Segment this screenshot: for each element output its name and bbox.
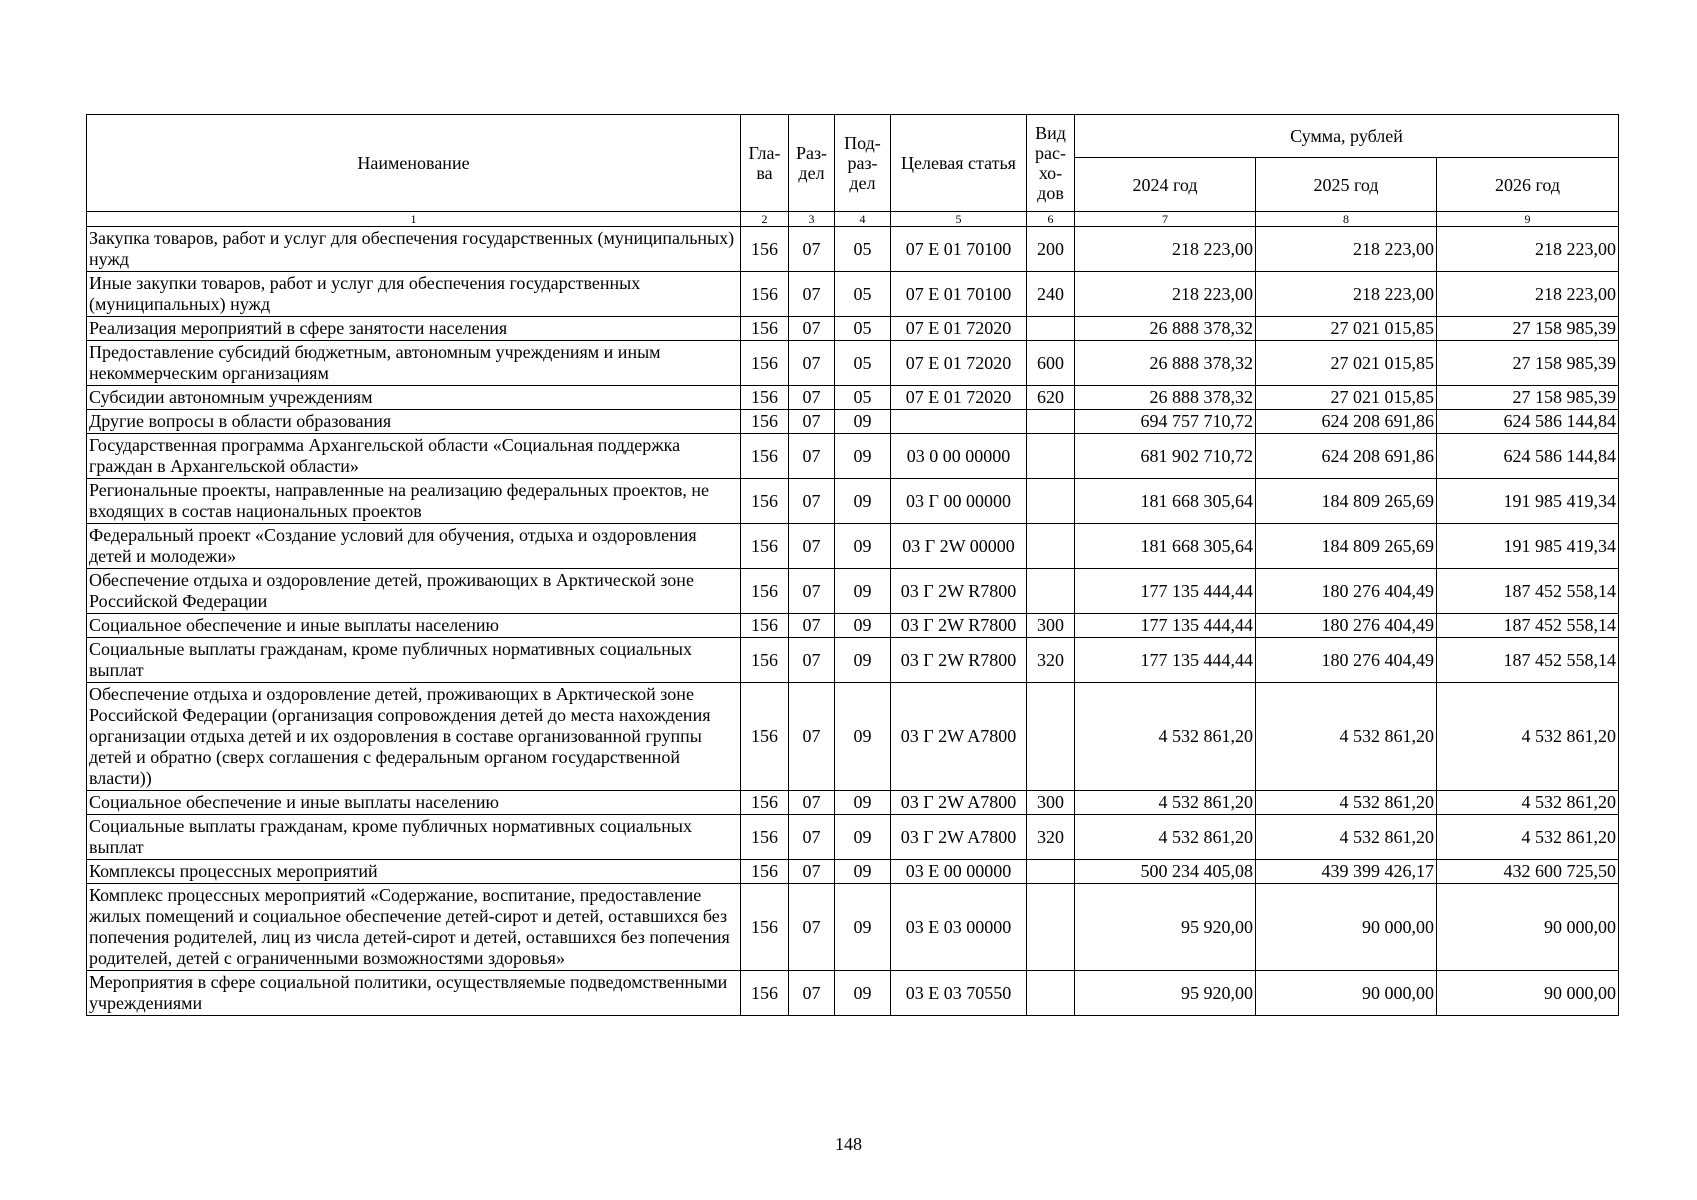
glava-cell: 156 <box>741 317 789 341</box>
sum-2025-cell: 184 809 265,69 <box>1256 479 1437 524</box>
column-number: 4 <box>835 212 891 227</box>
expense-type-cell <box>1027 410 1075 434</box>
column-number: 7 <box>1075 212 1256 227</box>
header-year-2025: 2025 год <box>1256 158 1437 212</box>
glava-cell: 156 <box>741 227 789 272</box>
glava-cell: 156 <box>741 971 789 1016</box>
expense-type-cell: 600 <box>1027 341 1075 386</box>
sum-2024-cell: 177 135 444,44 <box>1075 614 1256 638</box>
razdel-cell: 07 <box>789 434 835 479</box>
glava-cell: 156 <box>741 638 789 683</box>
glava-cell: 156 <box>741 410 789 434</box>
sum-2024-cell: 500 234 405,08 <box>1075 860 1256 884</box>
table-row <box>87 569 1619 614</box>
sum-2025-cell: 90 000,00 <box>1256 884 1437 971</box>
razdel-cell: 07 <box>789 272 835 317</box>
target-article-cell: 03 Г 2W 00000 <box>891 524 1027 569</box>
budget-table <box>86 114 1619 1016</box>
row-name-cell: Мероприятия в сфере социальной политики, осуществляемые подведомственными учреждениями <box>87 971 741 1016</box>
podrazdel-cell: 09 <box>835 815 891 860</box>
table-header-row <box>87 115 1619 158</box>
sum-2025-cell: 180 276 404,49 <box>1256 638 1437 683</box>
table-row <box>87 884 1619 971</box>
sum-2026-cell: 4 532 861,20 <box>1437 815 1619 860</box>
podrazdel-cell: 09 <box>835 860 891 884</box>
razdel-cell: 07 <box>789 386 835 410</box>
row-name-cell: Социальное обеспечение и иные выплаты населению <box>87 614 741 638</box>
header-name: Наименование <box>87 115 741 212</box>
column-number: 8 <box>1256 212 1437 227</box>
target-article-cell: 03 Е 03 00000 <box>891 884 1027 971</box>
podrazdel-cell: 09 <box>835 479 891 524</box>
target-article-cell: 07 Е 01 70100 <box>891 272 1027 317</box>
expense-type-cell <box>1027 434 1075 479</box>
header-podrazdel: Под-раз-дел <box>835 115 891 212</box>
target-article-cell: 03 Г 2W R7800 <box>891 638 1027 683</box>
razdel-cell: 07 <box>789 524 835 569</box>
sum-2024-cell: 26 888 378,32 <box>1075 341 1256 386</box>
sum-2025-cell: 4 532 861,20 <box>1256 791 1437 815</box>
podrazdel-cell: 09 <box>835 614 891 638</box>
glava-cell: 156 <box>741 569 789 614</box>
target-article-cell: 03 0 00 00000 <box>891 434 1027 479</box>
sum-2026-cell: 90 000,00 <box>1437 884 1619 971</box>
sum-2025-cell: 218 223,00 <box>1256 227 1437 272</box>
glava-cell: 156 <box>741 386 789 410</box>
glava-cell: 156 <box>741 614 789 638</box>
header-year-2024: 2024 год <box>1075 158 1256 212</box>
column-number: 2 <box>741 212 789 227</box>
razdel-cell: 07 <box>789 791 835 815</box>
target-article-cell: 03 Г 2W A7800 <box>891 815 1027 860</box>
razdel-cell: 07 <box>789 569 835 614</box>
row-name-cell: Иные закупки товаров, работ и услуг для обеспечения государственных (муниципальных) нужд <box>87 272 741 317</box>
sum-2025-cell: 180 276 404,49 <box>1256 569 1437 614</box>
razdel-cell: 07 <box>789 614 835 638</box>
glava-cell: 156 <box>741 791 789 815</box>
header-target: Целевая статья <box>891 115 1027 212</box>
razdel-cell: 07 <box>789 227 835 272</box>
row-name-cell: Комплекс процессных мероприятий «Содержание, воспитание, предоставление жилых помещений и социальное обеспечение детей-сирот и детей, оставшихся без попечения родителей, лиц из числа детей-сирот и детей, оставшихся без попечения родителей, детей с ограниченными возможностями здоровья» <box>87 884 741 971</box>
razdel-cell: 07 <box>789 341 835 386</box>
table-row <box>87 614 1619 638</box>
razdel-cell: 07 <box>789 410 835 434</box>
podrazdel-cell: 09 <box>835 791 891 815</box>
row-name-cell: Обеспечение отдыха и оздоровление детей, проживающих в Арктической зоне Российской Федерации <box>87 569 741 614</box>
sum-2025-cell: 90 000,00 <box>1256 971 1437 1016</box>
table-row <box>87 386 1619 410</box>
expense-type-cell <box>1027 569 1075 614</box>
row-name-cell: Социальные выплаты гражданам, кроме публичных нормативных социальных выплат <box>87 815 741 860</box>
expense-type-cell <box>1027 860 1075 884</box>
row-name-cell: Субсидии автономным учреждениям <box>87 386 741 410</box>
table-row <box>87 227 1619 272</box>
row-name-cell: Комплексы процессных мероприятий <box>87 860 741 884</box>
column-number: 6 <box>1027 212 1075 227</box>
expense-type-cell: 320 <box>1027 638 1075 683</box>
page-number: 148 <box>835 1134 862 1154</box>
podrazdel-cell: 09 <box>835 683 891 791</box>
sum-2025-cell: 624 208 691,86 <box>1256 434 1437 479</box>
sum-2026-cell: 187 452 558,14 <box>1437 614 1619 638</box>
expense-type-cell: 300 <box>1027 614 1075 638</box>
sum-2024-cell: 218 223,00 <box>1075 227 1256 272</box>
sum-2024-cell: 681 902 710,72 <box>1075 434 1256 479</box>
table-row <box>87 791 1619 815</box>
row-name-cell: Региональные проекты, направленные на реализацию федеральных проектов, не входящих в состав национальных проектов <box>87 479 741 524</box>
target-article-cell: 03 Е 00 00000 <box>891 860 1027 884</box>
target-article-cell: 03 Г 00 00000 <box>891 479 1027 524</box>
expense-type-cell <box>1027 317 1075 341</box>
razdel-cell: 07 <box>789 638 835 683</box>
sum-2025-cell: 180 276 404,49 <box>1256 614 1437 638</box>
sum-2024-cell: 181 668 305,64 <box>1075 479 1256 524</box>
table-row <box>87 410 1619 434</box>
target-article-cell: 03 Г 2W A7800 <box>891 791 1027 815</box>
target-article-cell: 03 Е 03 70550 <box>891 971 1027 1016</box>
sum-2024-cell: 26 888 378,32 <box>1075 317 1256 341</box>
row-name-cell: Государственная программа Архангельской области «Социальная поддержка граждан в Архангельской области» <box>87 434 741 479</box>
header-year-2026: 2026 год <box>1437 158 1619 212</box>
expense-type-cell: 620 <box>1027 386 1075 410</box>
podrazdel-cell: 09 <box>835 569 891 614</box>
podrazdel-cell: 05 <box>835 341 891 386</box>
sum-2025-cell: 27 021 015,85 <box>1256 386 1437 410</box>
podrazdel-cell: 09 <box>835 884 891 971</box>
header-glava: Гла-ва <box>741 115 789 212</box>
glava-cell: 156 <box>741 434 789 479</box>
glava-cell: 156 <box>741 272 789 317</box>
sum-2025-cell: 184 809 265,69 <box>1256 524 1437 569</box>
table-row <box>87 815 1619 860</box>
sum-2024-cell: 181 668 305,64 <box>1075 524 1256 569</box>
row-name-cell: Социальные выплаты гражданам, кроме публичных нормативных социальных выплат <box>87 638 741 683</box>
expense-type-cell <box>1027 479 1075 524</box>
sum-2025-cell: 439 399 426,17 <box>1256 860 1437 884</box>
podrazdel-cell: 09 <box>835 434 891 479</box>
table-row <box>87 638 1619 683</box>
target-article-cell: 03 Г 2W R7800 <box>891 614 1027 638</box>
expense-type-cell: 300 <box>1027 791 1075 815</box>
table-row <box>87 272 1619 317</box>
sum-2025-cell: 218 223,00 <box>1256 272 1437 317</box>
razdel-cell: 07 <box>789 317 835 341</box>
sum-2026-cell: 27 158 985,39 <box>1437 317 1619 341</box>
razdel-cell: 07 <box>789 683 835 791</box>
expense-type-cell: 240 <box>1027 272 1075 317</box>
target-article-cell: 03 Г 2W R7800 <box>891 569 1027 614</box>
podrazdel-cell: 09 <box>835 638 891 683</box>
table-row <box>87 479 1619 524</box>
expense-type-cell: 320 <box>1027 815 1075 860</box>
sum-2025-cell: 4 532 861,20 <box>1256 815 1437 860</box>
glava-cell: 156 <box>741 860 789 884</box>
sum-2026-cell: 90 000,00 <box>1437 971 1619 1016</box>
sum-2026-cell: 218 223,00 <box>1437 272 1619 317</box>
sum-2026-cell: 4 532 861,20 <box>1437 791 1619 815</box>
podrazdel-cell: 05 <box>835 386 891 410</box>
sum-2026-cell: 191 985 419,34 <box>1437 479 1619 524</box>
glava-cell: 156 <box>741 341 789 386</box>
expense-type-cell: 200 <box>1027 227 1075 272</box>
expense-type-cell <box>1027 884 1075 971</box>
column-number: 3 <box>789 212 835 227</box>
column-number: 5 <box>891 212 1027 227</box>
sum-2026-cell: 27 158 985,39 <box>1437 341 1619 386</box>
row-name-cell: Закупка товаров, работ и услуг для обеспечения государственных (муниципальных) нужд <box>87 227 741 272</box>
table-row <box>87 317 1619 341</box>
sum-2024-cell: 95 920,00 <box>1075 884 1256 971</box>
table-row <box>87 524 1619 569</box>
sum-2026-cell: 187 452 558,14 <box>1437 569 1619 614</box>
expense-type-cell <box>1027 971 1075 1016</box>
sum-2025-cell: 4 532 861,20 <box>1256 683 1437 791</box>
row-name-cell: Другие вопросы в области образования <box>87 410 741 434</box>
table-row <box>87 434 1619 479</box>
sum-2026-cell: 4 532 861,20 <box>1437 683 1619 791</box>
target-article-cell: 07 Е 01 72020 <box>891 317 1027 341</box>
sum-2024-cell: 4 532 861,20 <box>1075 683 1256 791</box>
glava-cell: 156 <box>741 815 789 860</box>
podrazdel-cell: 05 <box>835 317 891 341</box>
glava-cell: 156 <box>741 479 789 524</box>
target-article-cell: 07 Е 01 72020 <box>891 386 1027 410</box>
target-article-cell: 07 Е 01 70100 <box>891 227 1027 272</box>
sum-2025-cell: 27 021 015,85 <box>1256 341 1437 386</box>
razdel-cell: 07 <box>789 815 835 860</box>
sum-2024-cell: 177 135 444,44 <box>1075 638 1256 683</box>
podrazdel-cell: 09 <box>835 971 891 1016</box>
column-number: 1 <box>87 212 741 227</box>
expense-type-cell <box>1027 524 1075 569</box>
podrazdel-cell: 09 <box>835 410 891 434</box>
header-razdel: Раз-дел <box>789 115 835 212</box>
sum-2024-cell: 26 888 378,32 <box>1075 386 1256 410</box>
sum-2026-cell: 624 586 144,84 <box>1437 434 1619 479</box>
table-row <box>87 341 1619 386</box>
header-sum: Сумма, рублей <box>1075 115 1619 158</box>
sum-2024-cell: 694 757 710,72 <box>1075 410 1256 434</box>
sum-2026-cell: 191 985 419,34 <box>1437 524 1619 569</box>
target-article-cell <box>891 410 1027 434</box>
glava-cell: 156 <box>741 683 789 791</box>
glava-cell: 156 <box>741 524 789 569</box>
sum-2024-cell: 4 532 861,20 <box>1075 815 1256 860</box>
sum-2026-cell: 187 452 558,14 <box>1437 638 1619 683</box>
sum-2026-cell: 624 586 144,84 <box>1437 410 1619 434</box>
sum-2024-cell: 95 920,00 <box>1075 971 1256 1016</box>
sum-2024-cell: 177 135 444,44 <box>1075 569 1256 614</box>
column-number: 9 <box>1437 212 1619 227</box>
podrazdel-cell: 05 <box>835 227 891 272</box>
expense-type-cell <box>1027 683 1075 791</box>
podrazdel-cell: 09 <box>835 524 891 569</box>
razdel-cell: 07 <box>789 479 835 524</box>
header-vid: Вид рас-хо-дов <box>1027 115 1075 212</box>
table-row <box>87 860 1619 884</box>
table-row <box>87 971 1619 1016</box>
razdel-cell: 07 <box>789 971 835 1016</box>
sum-2025-cell: 27 021 015,85 <box>1256 317 1437 341</box>
table-row <box>87 683 1619 791</box>
row-name-cell: Предоставление субсидий бюджетным, автономным учреждениям и иным некоммерческим организациям <box>87 341 741 386</box>
row-name-cell: Федеральный проект «Создание условий для обучения, отдыха и оздоровления детей и молодежи» <box>87 524 741 569</box>
target-article-cell: 03 Г 2W A7800 <box>891 683 1027 791</box>
sum-2026-cell: 432 600 725,50 <box>1437 860 1619 884</box>
sum-2024-cell: 4 532 861,20 <box>1075 791 1256 815</box>
sum-2025-cell: 624 208 691,86 <box>1256 410 1437 434</box>
column-numbers-row <box>87 212 1619 227</box>
razdel-cell: 07 <box>789 860 835 884</box>
sum-2026-cell: 27 158 985,39 <box>1437 386 1619 410</box>
glava-cell: 156 <box>741 884 789 971</box>
row-name-cell: Реализация мероприятий в сфере занятости населения <box>87 317 741 341</box>
row-name-cell: Социальное обеспечение и иные выплаты населению <box>87 791 741 815</box>
sum-2024-cell: 218 223,00 <box>1075 272 1256 317</box>
target-article-cell: 07 Е 01 72020 <box>891 341 1027 386</box>
row-name-cell: Обеспечение отдыха и оздоровление детей, проживающих в Арктической зоне Российской Федерации (организация сопровождения детей до места нахождения организации отдыха детей и их оздоровления в составе организованной группы детей и обратно (сверх соглашения с федеральным органом государственной власти)) <box>87 683 741 791</box>
sum-2026-cell: 218 223,00 <box>1437 227 1619 272</box>
razdel-cell: 07 <box>789 884 835 971</box>
podrazdel-cell: 05 <box>835 272 891 317</box>
